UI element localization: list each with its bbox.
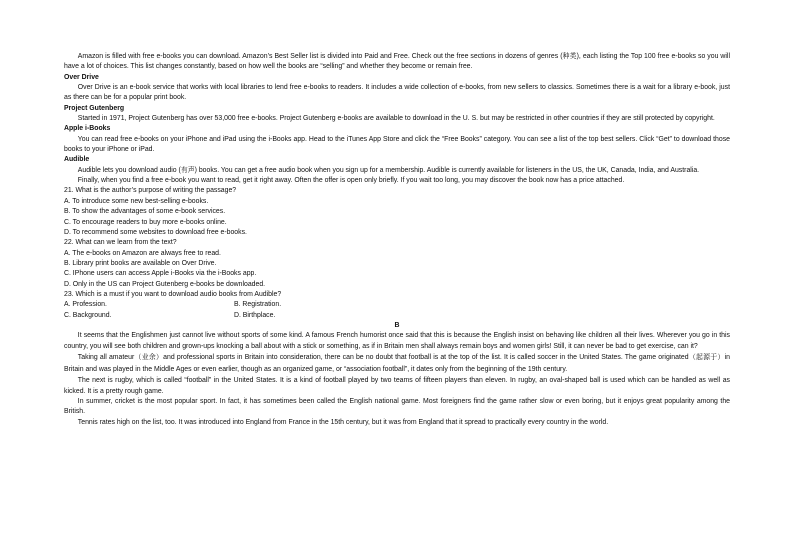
question-21-option-a: A. To introduce some new best-selling e-books. — [64, 197, 209, 205]
passage-b-label: B — [394, 321, 400, 329]
section-text-project-gutenberg: Started in 1971, Project Gutenberg has over 53,000 free e-books. Project Gutenberg e-books are available to download in the U. S. but may be restricted in other countries if they are still protected by copyright. — [77, 115, 715, 123]
section-text-over-drive: Over Drive is an e-book service that works with local libraries to lend free e-books to readers. It includes a wide collection of e-books, from new sellers to classics. Sometimes there is a wait for a library e-book, just as there can be for a popular print book. — [64, 84, 730, 102]
section-heading-over-drive: Over Drive — [64, 73, 99, 81]
passage-a-intro: Amazon is filled with free e-books you can download. Amazon’s Best Seller list is divided into Paid and Free. Check out the free sections in dozens of genres (种类), each listing the Top 100 free e-books so you will have a lot of choices. This list changes constantly, based on how well the books are “selling” and whether they become or remain free. — [64, 53, 730, 71]
section-text-apple-ibooks: You can read free e-books on your iPhone and iPad using the i-Books app. Head to the iTunes App Store and click the “Free Books” category. You can see a list of the top best sellers. Click “Get” to download those books to your iPhone or iPad. — [64, 135, 730, 154]
question-21-option-d: D. To recommend some websites to download free e-books. — [64, 228, 247, 236]
question-23-option-c: C. Background. — [64, 311, 112, 319]
section-heading-project-gutenberg: Project Gutenberg — [64, 104, 125, 112]
passage-b-paragraph-4: In summer, cricket is the most popular sport. In fact, it has sometimes been called the English national game. Most foreigners find the game rather slow or even boring, but it enjoys great popularity among the British. — [64, 398, 730, 416]
question-23-option-b: B. Registration. — [234, 301, 282, 309]
section-text-audible: Audible lets you download audio (有声) books. You can get a free audio book when you sign up for a membership. Audible is currently available for listeners in the US, the UK, Canada, India, and Australia. — [77, 166, 700, 174]
passage-b-paragraph-5: Tennis rates high on the list, too. It was introduced into England from France in the 15th century, but it was from England that it spread to practically every country in the world. — [77, 418, 609, 426]
question-22-stem: 22. What can we learn from the text? — [64, 239, 177, 247]
section-heading-audible: Audible — [64, 156, 90, 164]
question-22-option-b: B. Library print books are available on Over Drive. — [64, 259, 217, 267]
passage-b-paragraph-3: The next is rugby, which is called “football” in the United States. It is a kind of football played by two teams of fifteen players than eleven. In rugby, an oval-shaped ball is used which can be handled as well as kicked. It is a pretty rough game. — [64, 377, 730, 395]
question-23-option-a: A. Profession. — [64, 301, 107, 309]
question-21-stem: 21. What is the author’s purpose of writing the passage? — [64, 187, 237, 195]
question-22-option-c: C. IPhone users can access Apple i-Books via the i-Books app. — [64, 270, 257, 278]
question-22-option-d: D. Only in the US can Project Gutenberg e-books be downloaded. — [64, 280, 266, 288]
document-page — [64, 52, 730, 428]
question-23-option-d: D. Birthplace. — [234, 311, 276, 319]
passage-b-paragraph-2: Taking all amateur（业余）and professional sports in Britain into consideration, there can be no doubt that football is at the top of the list. It is called soccer in the United States. The game originated（起源于）in Britain and was played in the Middle Ages or even earlier, though as an organized game, or “association football”, it dates only from the beginning of the 19th century. — [64, 353, 730, 374]
question-23-options-row-2 — [64, 311, 730, 321]
section-heading-apple-ibooks: Apple i-Books — [64, 125, 111, 133]
passage-b-paragraph-1: It seems that the Englishmen just cannot live without sports of some kind. A famous French humorist once said that this is because the English insist on behaving like children all their lives. Wherever you go in this country, you will see both children and grown-ups knocking a ball about with a stick or something, as if in Britain men shall always remain boys and women girls! Still, it can never be bad to get exercise, can it? — [64, 332, 730, 350]
question-21-option-b: B. To show the advantages of some e-book services. — [64, 208, 226, 216]
passage-a-closing: Finally, when you find a free e-book you want to read, get it right away. Often the offer is open only briefly. If you wait too long, you may discover the book now has a price attached. — [77, 177, 625, 185]
question-21-option-c: C. To encourage readers to buy more e-books online. — [64, 218, 227, 226]
question-22-option-a: A. The e-books on Amazon are always free to read. — [64, 249, 221, 257]
question-23-stem: 23. Which is a must if you want to download audio books from Audible? — [64, 290, 282, 298]
question-23-options-row-1 — [64, 300, 730, 310]
